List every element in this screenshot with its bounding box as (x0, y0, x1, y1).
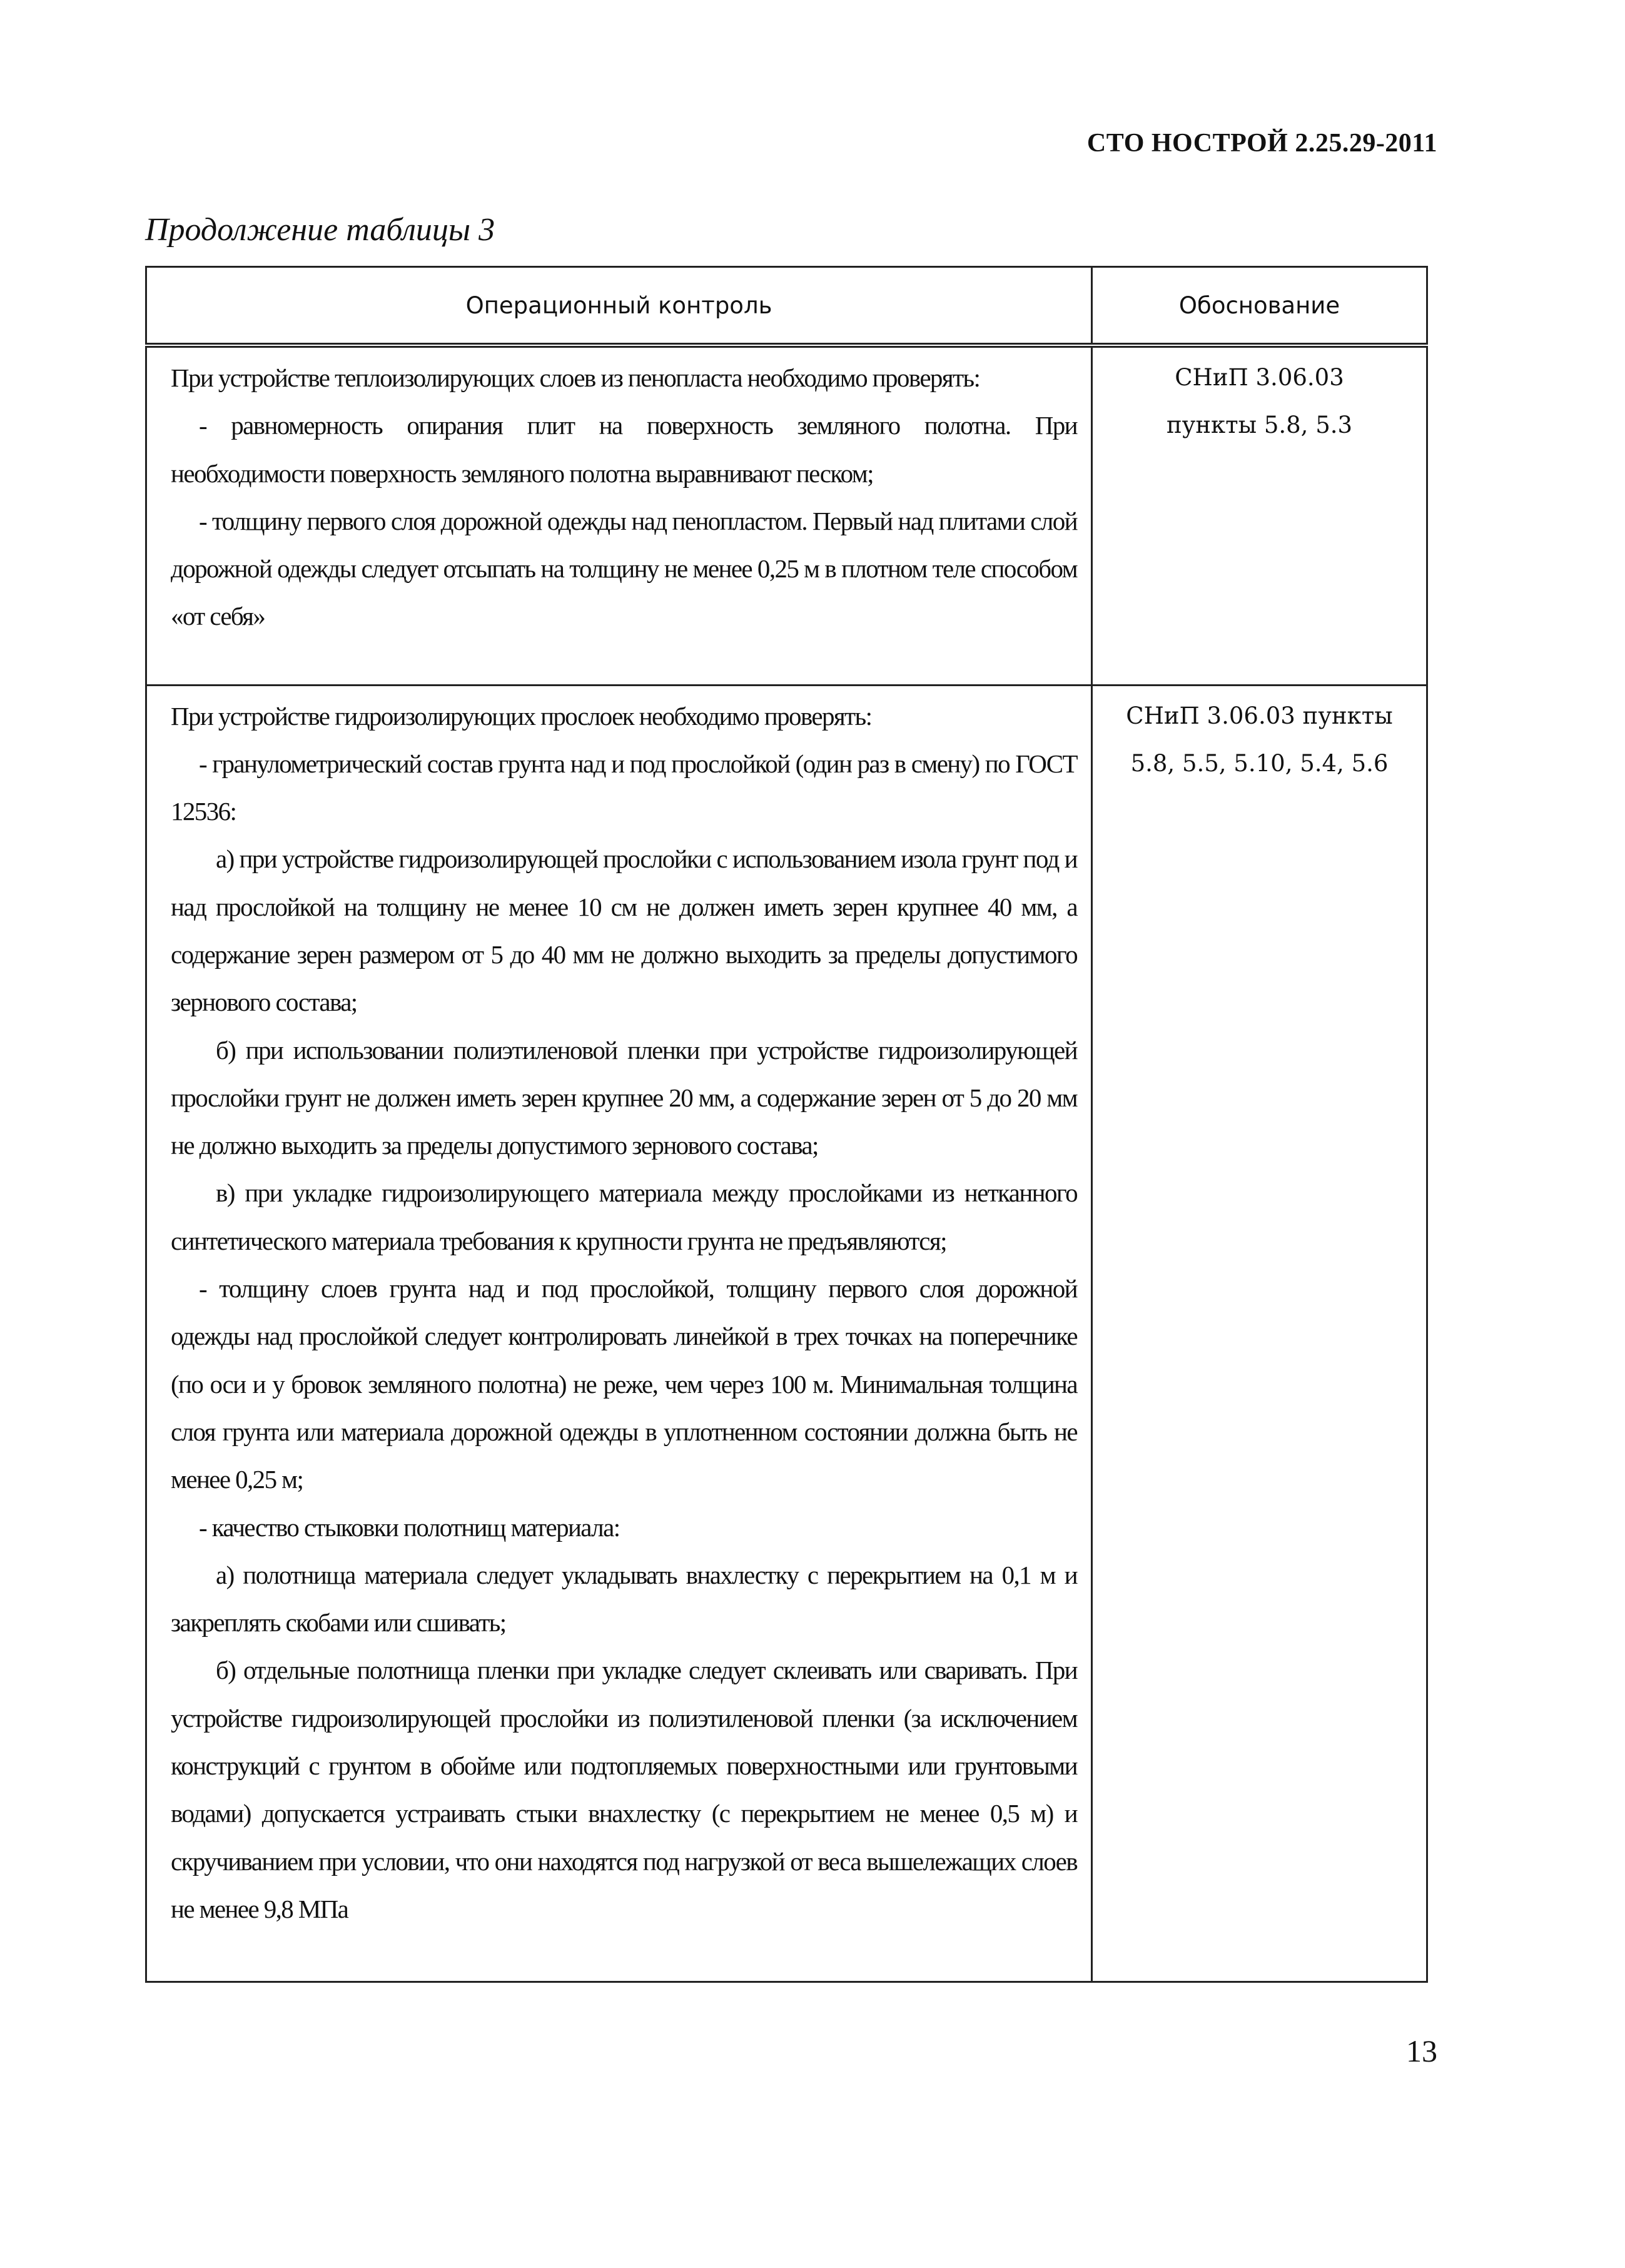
control-cell (146, 345, 1092, 685)
table-caption: Продолжение таблицы 3 (145, 212, 495, 248)
paragraph: - толщину первого слоя дорожной одежды над пенопластом. Первый над плитами слой дорожной одежды следует отсыпать на толщину не менее 0,25 м в плотном теле способом «от себя» (171, 506, 1077, 631)
paragraph: - качество стыковки полотнищ материала: (199, 1512, 620, 1542)
paragraph: а) полотнища материала следует укладывать внахлестку с перекрытием на 0,1 м и закреплять скобами или сшивать; (171, 1560, 1077, 1638)
paragraph: б) при использовании полиэтиленовой пленки при устройстве гидроизолирующей прослойки грунт не должен иметь зерен крупнее 20 мм, а содержание зерен от 5 до 20 мм не должно выходить за пределы допустимого зернового состава; (171, 1035, 1077, 1160)
table-header-row (146, 267, 1427, 346)
paragraph: в) при укладке гидроизолирующего материала между прослойками из нетканного синтетического материала требования к крупности грунта не предъявляются; (171, 1178, 1077, 1255)
control-cell (146, 685, 1092, 1982)
paragraph: - толщину слоев грунта над и под прослойкой, толщину первого слоя дорожной одежды над прослойкой следует контролировать линейкой в трех точках на поперечнике (по оси и у бровок земляного полотна) не реже, чем через 100 м. Минимальная толщина слоя грунта или материала дорожной одежды в уплотненном состоянии должна быть не менее 0,25 м; (171, 1274, 1077, 1494)
header-basis: Обоснование (1092, 267, 1427, 346)
control-table (145, 266, 1428, 1983)
basis-cell (1092, 685, 1427, 1982)
paragraph: При устройстве теплоизолирующих слоев из пенопласта необходимо проверять: (171, 363, 980, 392)
basis-line: пункты 5.8, 5.3 (1166, 412, 1353, 438)
paragraph: а) при устройстве гидроизолирующей прослойки с использованием изола грунт под и над прослойкой на толщину не менее 10 см не должен иметь зерен крупнее 40 мм, а содержание зерен размером от 5 до 40 мм не должно выходить за пределы допустимого зернового состава; (171, 844, 1077, 1017)
basis-line: 5.8, 5.5, 5.10, 5.4, 5.6 (1130, 749, 1389, 777)
document-code: СТО НОСТРОЙ 2.25.29-2011 (1086, 129, 1437, 158)
paragraph: б) отдельные полотнища пленки при укладке следует склеивать или сваривать. При устройстве гидроизолирующей прослойки из полиэтиленовой пленки (за исключением конструкций с грунтом в обойме или подтопляемых поверхностными или грунтовыми водами) допускается устраивать стыки внахлестку (с перекрытием не менее 0,5 м) и скручиванием при условии, что они находятся под нагрузкой от веса вышележащих слоев не менее 9,8 МПа (171, 1656, 1077, 1923)
table-row (146, 345, 1427, 685)
paragraph: При устройстве гидроизолирующих прослоек необходимо проверять: (171, 701, 872, 731)
table-row (146, 685, 1427, 1982)
page-number: 13 (1406, 2033, 1437, 2068)
paragraph: - гранулометрический состав грунта над и под прослойкой (один раз в смену) по ГОСТ 12536: (171, 749, 1077, 826)
basis-line: СНиП 3.06.03 пункты (1126, 702, 1393, 729)
basis-line: СНиП 3.06.03 (1175, 364, 1344, 391)
header-operational-control: Операционный контроль (146, 267, 1092, 346)
paragraph: - равномерность опирания плит на поверхность земляного полотна. При необходимости поверхность земляного полотна выравнивают песком; (171, 411, 1077, 488)
basis-cell (1092, 345, 1427, 685)
